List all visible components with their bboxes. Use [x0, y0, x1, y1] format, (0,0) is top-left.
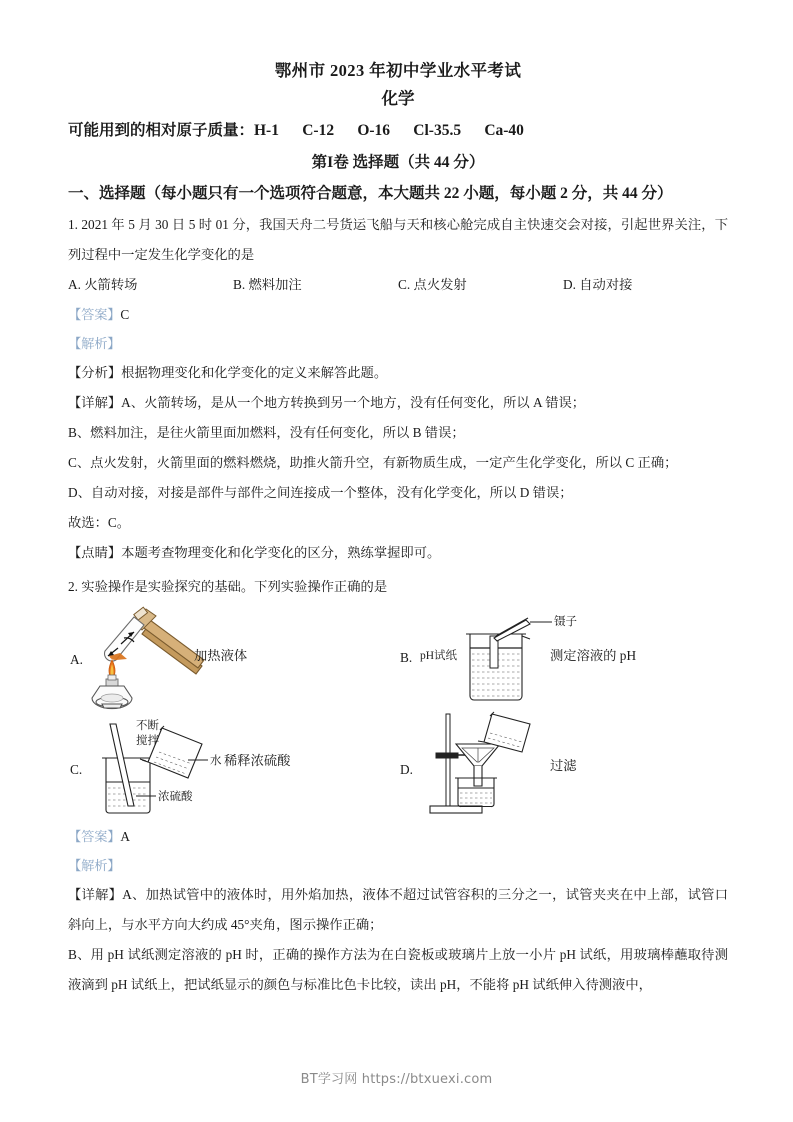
question-1-analysis-line-4: C、点火发射，火箭里面的燃料燃烧，助推火箭升空，有新物质生成，一定产生化学变化，所以 C 正确；: [68, 455, 678, 470]
question-1-analysis-line-1: 【分析】根据物理变化和化学变化的定义来解答此题。: [68, 365, 388, 380]
answer-tag: 【答案】: [68, 307, 121, 322]
question-1-option-b[interactable]: B. 燃料加注: [233, 277, 302, 292]
filtration-apparatus-icon: [426, 708, 556, 816]
atomic-mass-line: 可能用到的相对原子质量：H-1 C-12 O-16 Cl-35.5 Ca-40: [68, 122, 524, 139]
figure-b-caption: 测定溶液的 pH: [550, 648, 637, 663]
question-2-stem: 2. 实验操作是实验探究的基础。下列实验操作正确的是: [68, 579, 388, 594]
question-1-option-d[interactable]: D. 自动对接: [563, 277, 633, 292]
document-content: [68, 58, 728, 1000]
question-2-analysis-line-1: 【详解】A、加热试管中的液体时，用外焰加热，液体不超过试管容积的三分之一，试管夹夹在中上部，试管口斜向上，与水平方向大约成 45°夹角，图示操作正确；: [68, 887, 728, 932]
question-1-option-c[interactable]: C. 点火发射: [398, 277, 467, 292]
figure-d-label: D.: [400, 762, 413, 777]
answer-tag: 【答案】: [68, 829, 121, 844]
page-title: 鄂州市 2023 年初中学业水平考试: [274, 61, 522, 80]
figure-b-label: B.: [400, 650, 413, 665]
question-1-options: [68, 270, 728, 300]
question-1-answer: [68, 300, 728, 329]
analysis-tag: 【解析】: [68, 858, 121, 873]
answer-value: A: [120, 829, 130, 844]
figure-b-annotation-ph-paper: pH试纸: [420, 650, 458, 662]
question-2-answer: [68, 822, 728, 851]
figure-c-annotation-stir-2: 搅拌: [136, 735, 159, 747]
question-1-analysis-tag: [68, 329, 728, 358]
question-1-analysis-line-7: 【点睛】本题考查物理变化和化学变化的区分，熟练掌握即可。: [68, 545, 441, 560]
figure-c-annotation-acid: 浓硫酸: [158, 791, 193, 803]
question-2-figure-grid: [68, 604, 728, 822]
question-2-analysis-tag: [68, 851, 728, 880]
analysis-tag: 【解析】: [68, 336, 121, 351]
figure-c-annotation-stir-1: 不断: [136, 720, 159, 732]
question-1-analysis-line-3: B、燃料加注，是往火箭里面加燃料，没有任何变化，所以 B 错误；: [68, 425, 465, 440]
figure-c-caption: 稀释浓硫酸: [224, 753, 291, 768]
question-1-analysis-line-6: 故选：C。: [68, 515, 131, 530]
subject-title: 化学: [381, 89, 415, 108]
figure-c-label: C.: [70, 762, 83, 777]
question-1-option-a[interactable]: A. 火箭转场: [68, 277, 138, 292]
figure-a-caption: 加热液体: [194, 648, 248, 663]
site-footer: BT学习网 https://btxuexi.com: [300, 1072, 493, 1087]
figure-d-caption: 过滤: [550, 758, 577, 773]
figure-c-annotation-water: 水: [210, 755, 222, 767]
part-one-title: 一、选择题（每小题只有一个选项符合题意，本大题共 22 小题，每小题 2 分，共 44 分）: [68, 185, 673, 202]
figure-a-label: A.: [70, 652, 83, 667]
question-1-analysis-line-2: 【详解】A、火箭转场，是从一个地方转换到另一个地方，没有任何变化，所以 A 错误；: [68, 395, 586, 410]
figure-b-annotation-tweezers: 镊子: [554, 616, 577, 628]
question-2-analysis-line-2: B、用 pH 试纸测定溶液的 pH 时，正确的操作方法为在白瓷板或玻璃片上放一小片 pH 试纸，用玻璃棒蘸取待测液滴到 pH 试纸上，把试纸显示的颜色与标准比色卡比较，读出 pH，不能将 pH 试纸伸入待测液中，: [68, 947, 728, 992]
question-1-analysis-line-5: D、自动对接，对接是部件与部件之间连接成一个整体，没有化学变化，所以 D 错误；: [68, 485, 573, 500]
question-1-stem: 1. 2021 年 5 月 30 日 5 时 01 分，我国天舟二号货运飞船与天和核心舱完成自主快速交会对接，引起世界关注，下列过程中一定发生化学变化的是: [68, 217, 728, 262]
answer-value: C: [120, 307, 130, 322]
paper-section-title: 第I卷 选择题（共 44 分）: [311, 154, 485, 171]
